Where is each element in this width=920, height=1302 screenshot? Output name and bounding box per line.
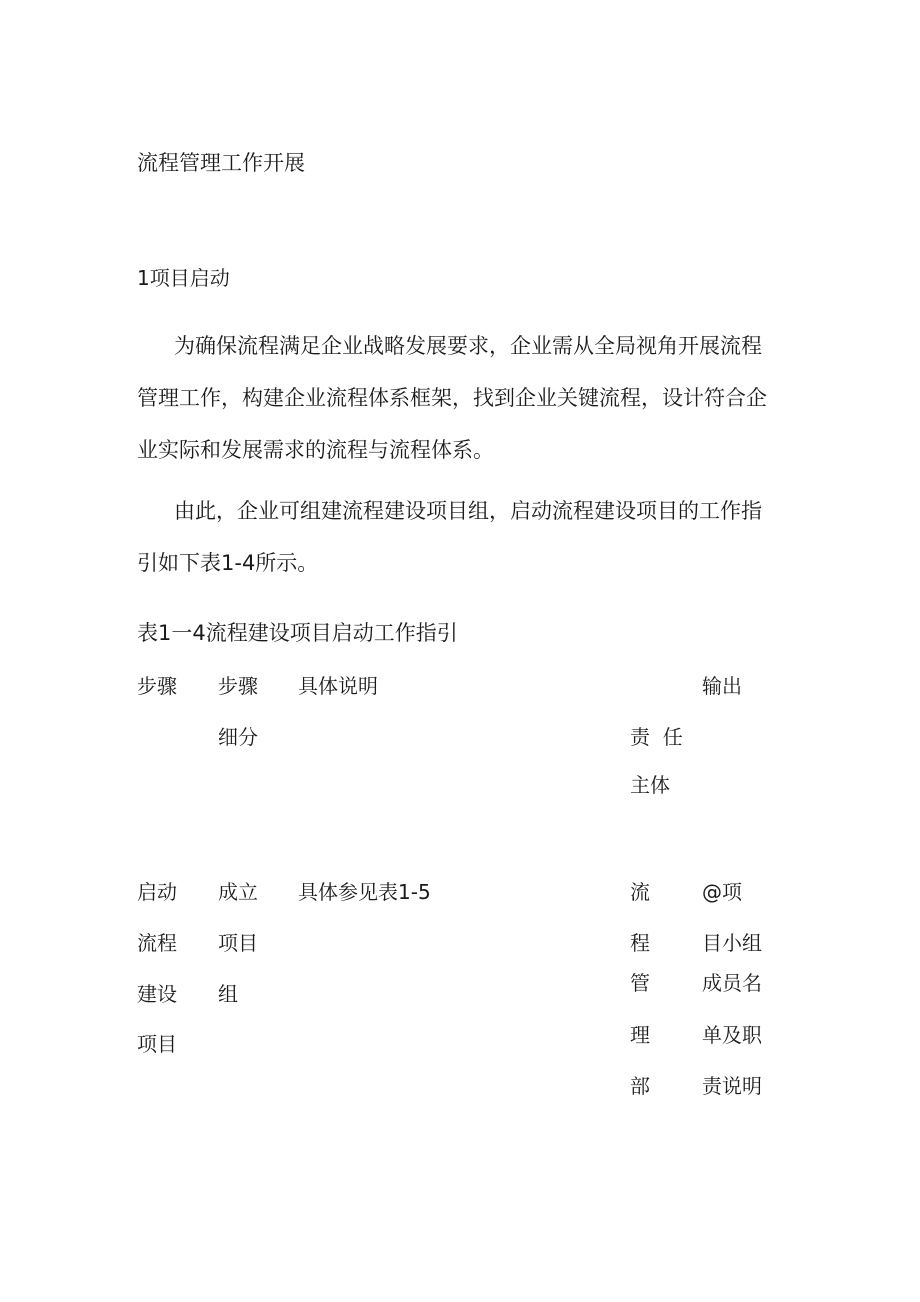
paragraph-line: 由此，企业可组建流程建设项目组，启动流程建设项目的工作指	[174, 499, 762, 523]
row-output: 单及职	[702, 1023, 762, 1047]
row-responsible: 部	[630, 1074, 650, 1098]
row-step: 流程	[137, 931, 177, 955]
row-responsible: 程	[630, 931, 650, 955]
row-step: 启动	[137, 880, 177, 904]
row-output: 责说明	[702, 1074, 762, 1098]
paragraph-1	[137, 320, 797, 476]
row-responsible: 流	[630, 880, 650, 904]
paragraph-line: 引如下表1-4所示。	[137, 551, 319, 575]
row-output: @项	[702, 880, 742, 904]
paragraph-line: 业实际和发展需求的流程与流程体系。	[137, 438, 494, 462]
document-title: 流程管理工作开展	[137, 151, 305, 175]
row-output: 成员名	[702, 971, 762, 995]
row-output: 目小组	[702, 931, 762, 955]
row-substep: 项目	[218, 931, 258, 955]
paragraph-2	[137, 485, 797, 589]
header-description: 具体说明	[298, 674, 378, 698]
row-responsible: 理	[630, 1023, 650, 1047]
header-responsible: 主体	[630, 773, 670, 797]
row-description: 具体参见表1-5	[298, 880, 431, 904]
row-substep: 组	[218, 982, 238, 1006]
row-responsible: 管	[630, 971, 650, 995]
table-caption: 表1一4流程建设项目启动工作指引	[137, 621, 458, 645]
row-substep: 成立	[218, 880, 258, 904]
header-substep: 步骤	[218, 674, 258, 698]
paragraph-line: 管理工作，构建企业流程体系框架，找到企业关键流程，设计符合企	[137, 386, 767, 410]
row-step: 建设	[137, 982, 177, 1006]
header-substep: 细分	[218, 725, 258, 749]
header-step: 步骤	[137, 674, 177, 698]
paragraph-line: 为确保流程满足企业战略发展要求，企业需从全局视角开展流程	[174, 334, 762, 358]
section-heading: 1项目启动	[137, 266, 230, 290]
row-step: 项目	[137, 1032, 177, 1056]
header-responsible: 责 任	[630, 725, 683, 749]
header-output: 输出	[702, 674, 742, 698]
